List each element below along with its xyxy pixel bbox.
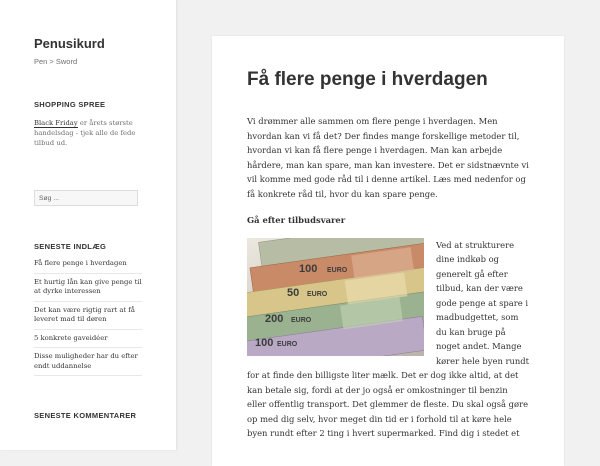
widget-shopping-spree xyxy=(34,100,142,148)
recent-post-link[interactable]: Et hurtig lån kan give penge til at dyrke interessen xyxy=(34,274,142,302)
site-description: Pen > Sword xyxy=(34,57,78,66)
widget-title-shopping: SHOPPING SPREE xyxy=(34,100,106,109)
widget-recent-posts xyxy=(34,242,142,376)
main-content xyxy=(212,36,564,466)
widget-title-recent-comments: SENESTE KOMMENTARER xyxy=(34,411,137,420)
post-body xyxy=(247,114,529,441)
recent-post-link[interactable]: 5 konkrete gaveidéer xyxy=(34,330,142,349)
site-title[interactable]: Penusikurd xyxy=(34,36,105,51)
banknotes-illustration xyxy=(247,238,424,356)
sidebar xyxy=(0,0,176,450)
banknote-label: EURO xyxy=(307,290,328,298)
recent-post-link[interactable]: Få flere penge i hverdagen xyxy=(34,259,142,274)
recent-post-link[interactable]: Disse muligheder har du efter endt uddannelse xyxy=(34,348,142,376)
widget-title-recent-posts: SENESTE INDLÆG xyxy=(34,242,107,251)
banknote-label: EURO xyxy=(291,316,312,324)
banknote-label: 50 xyxy=(287,286,300,299)
post-intro: Vi drømmer alle sammen om flere penge i hverdagen. Men hvordan kan vi få det? Der findes mange forskellige metoder til, hvordan vi kan få flere penge i hverdagen. Man kan arbejde hårdere, man kan spare, man kan investere. Det er sidstnævnte vi vil komme med gode råd til i denne artikel. Læs med nedenfor og få konkrete råd til, hvor du kan spare penge. xyxy=(247,116,529,199)
banknote-label: 100 xyxy=(255,336,274,349)
post-subheading: Gå efter tilbudsvarer xyxy=(247,215,346,225)
post-paragraph: Ved at strukturere dine indkøb og generelt gå efter tilbud, kan der være gode penge at spare i madbudgettet, som du kan bruge på noget andet. Mange kører hele byen rundt for at finde den billigste liter mælk. Det er dog ikke altid, at det kan betale sig, fordi at der jo også er omkostninger til benzin eller offentlig transport. Det glemmer de fleste. Du skal også gøre op med dig selv, hvor meget din tid er i forhold til at køre hele byen rundt efter 2 ting i hvert supermarked. Find dig i stedet et xyxy=(247,239,530,438)
banknote-label: EURO xyxy=(327,266,348,274)
banknotes-image xyxy=(247,238,424,356)
search-input[interactable]: Søg ... xyxy=(34,190,138,206)
sidebar-inner xyxy=(34,36,142,420)
shopping-description: er årets største handelsdag - tjek alle de fede tilbud ud. xyxy=(34,119,136,147)
banknote-label: EURO xyxy=(277,340,298,348)
recent-post-link[interactable]: Det kan være rigtig rart at få leveret mad til døren xyxy=(34,302,142,330)
black-friday-link[interactable]: Black Friday xyxy=(34,119,78,127)
post-title: Få flere penge i hverdagen xyxy=(247,69,488,90)
recent-posts-list xyxy=(34,259,142,376)
banknote-label: 200 xyxy=(265,312,284,325)
banknote-label: 100 xyxy=(299,262,318,275)
widget-recent-comments xyxy=(34,411,142,421)
shopping-text xyxy=(34,118,142,148)
